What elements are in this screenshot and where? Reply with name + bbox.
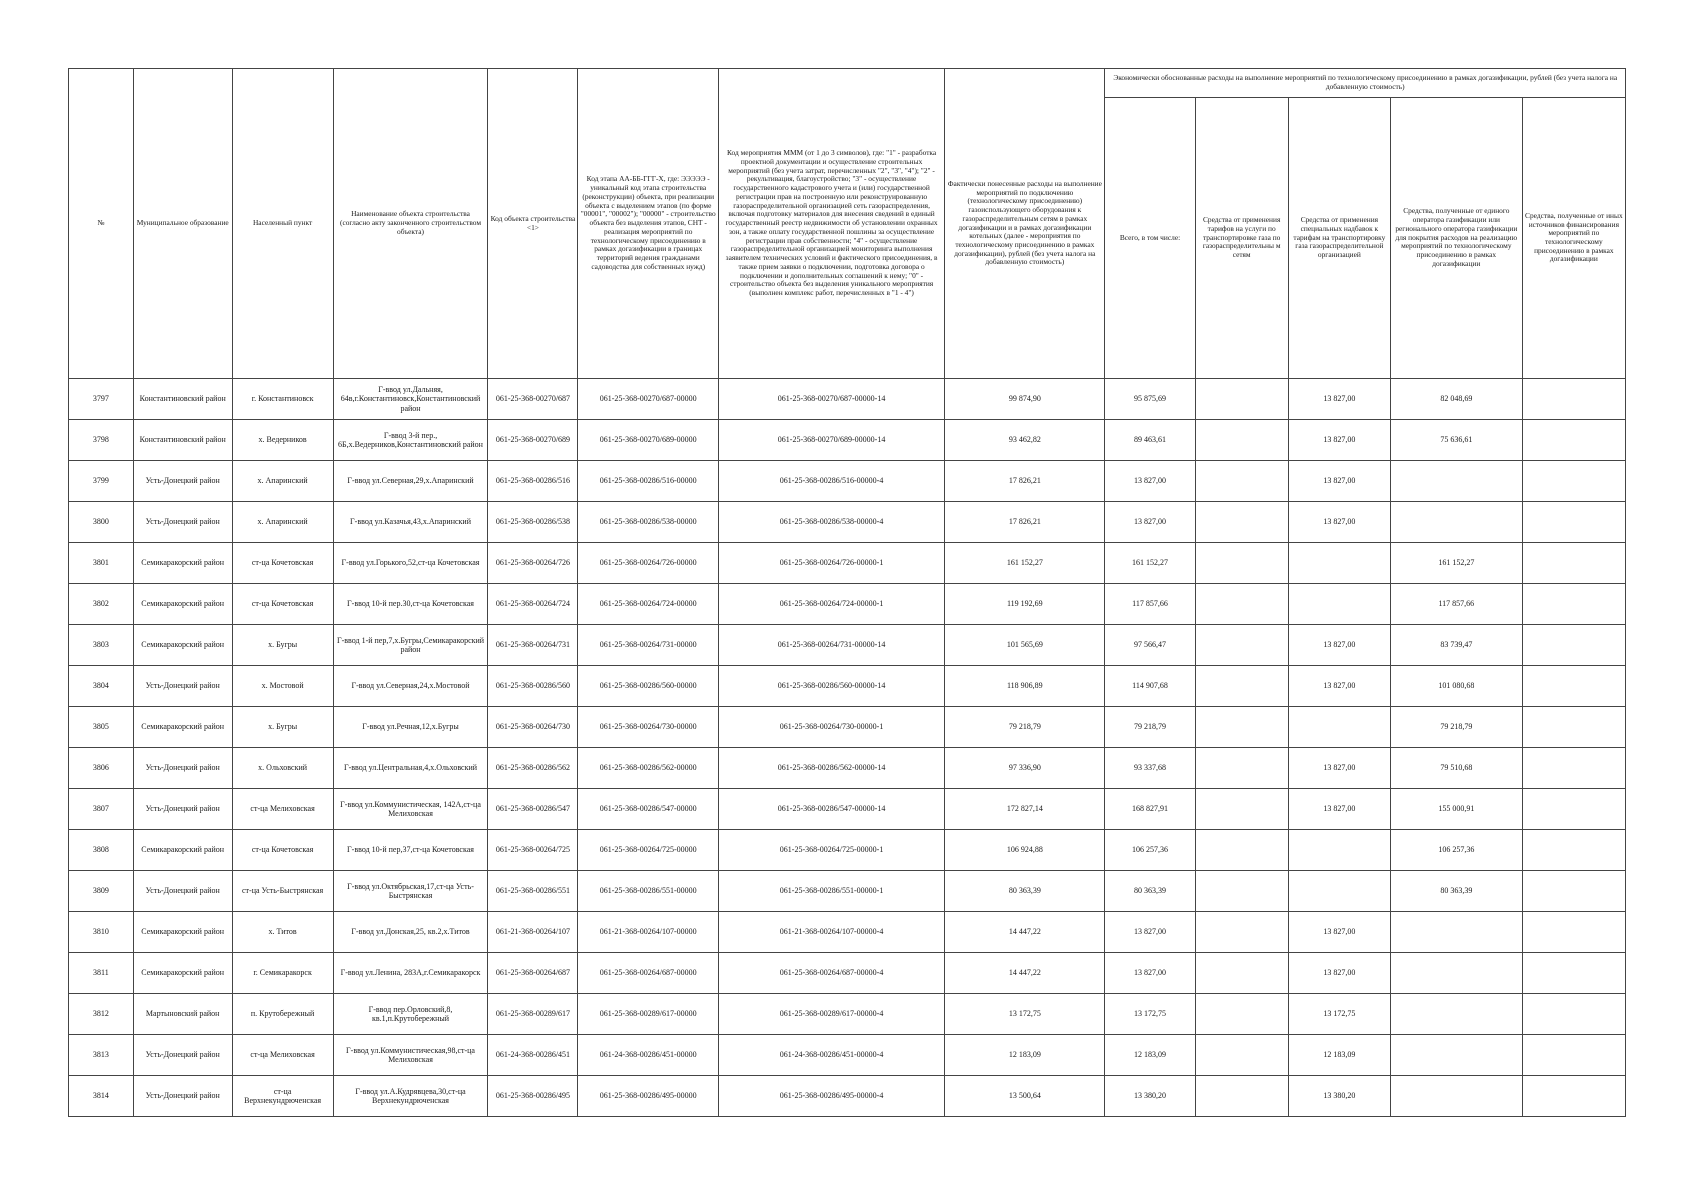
cell-operator-funds: 82 048,69 bbox=[1390, 379, 1522, 420]
cell-other-funds bbox=[1522, 461, 1625, 502]
table-row bbox=[69, 707, 1626, 748]
cell-actual-costs: 13 172,75 bbox=[945, 994, 1105, 1035]
cell-settlement: п. Крутобережный bbox=[232, 994, 333, 1035]
cell-operator-funds: 106 257,36 bbox=[1390, 830, 1522, 871]
cell-event-code: 061-24-368-00286/451-00000-4 bbox=[718, 1035, 944, 1076]
cell-operator-funds bbox=[1390, 912, 1522, 953]
table-row bbox=[69, 502, 1626, 543]
cell-object-code: 061-25-368-00264/731 bbox=[488, 625, 578, 666]
cell-object-code: 061-25-368-00264/725 bbox=[488, 830, 578, 871]
table-row bbox=[69, 1035, 1626, 1076]
cell-stage-code: 061-25-368-00286/560-00000 bbox=[578, 666, 719, 707]
cell-municipality: Усть-Донецкий район bbox=[133, 871, 232, 912]
cell-object-code: 061-25-368-00286/495 bbox=[488, 1076, 578, 1117]
header-tariff-funds: Средства от применения тарифов на услуги по транспортировке газа по газораспределительны м сетям bbox=[1195, 98, 1288, 379]
cell-total: 89 463,61 bbox=[1105, 420, 1195, 461]
cell-other-funds bbox=[1522, 625, 1625, 666]
cell-event-code: 061-25-368-00264/726-00000-1 bbox=[718, 543, 944, 584]
cell-num: 3813 bbox=[69, 1035, 134, 1076]
header-surcharge-funds: Средства от применения специальных надбавок к тарифам на транспортировку газа газораспределительной организацией bbox=[1288, 98, 1390, 379]
table-row bbox=[69, 461, 1626, 502]
cell-stage-code: 061-25-368-00286/547-00000 bbox=[578, 789, 719, 830]
cell-tariff-funds bbox=[1195, 1076, 1288, 1117]
cell-num: 3797 bbox=[69, 379, 134, 420]
cell-surcharge-funds bbox=[1288, 707, 1390, 748]
cell-municipality: Усть-Донецкий район bbox=[133, 1035, 232, 1076]
cell-surcharge-funds: 13 827,00 bbox=[1288, 461, 1390, 502]
cell-stage-code: 061-25-368-00264/730-00000 bbox=[578, 707, 719, 748]
cell-stage-code: 061-25-368-00286/562-00000 bbox=[578, 748, 719, 789]
cell-event-code: 061-25-368-00264/730-00000-1 bbox=[718, 707, 944, 748]
cell-other-funds bbox=[1522, 420, 1625, 461]
cell-settlement: х. Апаринский bbox=[232, 461, 333, 502]
cell-operator-funds bbox=[1390, 953, 1522, 994]
cell-stage-code: 061-25-368-00264/726-00000 bbox=[578, 543, 719, 584]
cell-stage-code: 061-25-368-00270/689-00000 bbox=[578, 420, 719, 461]
table-row bbox=[69, 871, 1626, 912]
cell-settlement: х. Бугры bbox=[232, 625, 333, 666]
cell-settlement: х. Ольховский bbox=[232, 748, 333, 789]
cell-event-code: 061-25-368-00264/687-00000-4 bbox=[718, 953, 944, 994]
cell-num: 3805 bbox=[69, 707, 134, 748]
cell-tariff-funds bbox=[1195, 707, 1288, 748]
cell-municipality: Семикаракорский район bbox=[133, 543, 232, 584]
cell-event-code: 061-25-368-00286/562-00000-14 bbox=[718, 748, 944, 789]
cell-event-code: 061-21-368-00264/107-00000-4 bbox=[718, 912, 944, 953]
cell-object-name: Г-ввод ул.Речная,12,х.Бугры bbox=[333, 707, 488, 748]
cell-municipality: Семикаракорский район bbox=[133, 953, 232, 994]
cell-object-name: Г-ввод 10-й пер.30,ст-ца Кочетовская bbox=[333, 584, 488, 625]
cell-object-name: Г-ввод ул.Северная,29,х.Апаринский bbox=[333, 461, 488, 502]
cell-total: 13 827,00 bbox=[1105, 461, 1195, 502]
cell-surcharge-funds: 13 827,00 bbox=[1288, 420, 1390, 461]
cell-other-funds bbox=[1522, 707, 1625, 748]
cell-municipality: Усть-Донецкий район bbox=[133, 748, 232, 789]
cell-settlement: х. Титов bbox=[232, 912, 333, 953]
cell-tariff-funds bbox=[1195, 748, 1288, 789]
cell-object-name: Г-ввод ул.Октябрьская,17,ст-ца Усть-Быстрянская bbox=[333, 871, 488, 912]
cell-num: 3801 bbox=[69, 543, 134, 584]
cell-actual-costs: 14 447,22 bbox=[945, 912, 1105, 953]
cell-object-name: Г-ввод ул.Центральная,4,х.Ольховский bbox=[333, 748, 488, 789]
cell-object-name: Г-ввод ул.Казачья,43,х.Апаринский bbox=[333, 502, 488, 543]
cell-stage-code: 061-21-368-00264/107-00000 bbox=[578, 912, 719, 953]
cell-municipality: Усть-Донецкий район bbox=[133, 789, 232, 830]
cell-total: 13 827,00 bbox=[1105, 502, 1195, 543]
cell-settlement: г. Константиновск bbox=[232, 379, 333, 420]
cell-operator-funds bbox=[1390, 461, 1522, 502]
cell-settlement: х. Ведерников bbox=[232, 420, 333, 461]
cell-actual-costs: 161 152,27 bbox=[945, 543, 1105, 584]
cell-total: 97 566,47 bbox=[1105, 625, 1195, 666]
cell-object-code: 061-25-368-00289/617 bbox=[488, 994, 578, 1035]
cell-actual-costs: 17 826,21 bbox=[945, 502, 1105, 543]
cell-tariff-funds bbox=[1195, 379, 1288, 420]
cell-object-code: 061-24-368-00286/451 bbox=[488, 1035, 578, 1076]
cell-tariff-funds bbox=[1195, 1035, 1288, 1076]
cell-actual-costs: 93 462,82 bbox=[945, 420, 1105, 461]
cell-municipality: Усть-Донецкий район bbox=[133, 502, 232, 543]
table-row bbox=[69, 666, 1626, 707]
cell-actual-costs: 17 826,21 bbox=[945, 461, 1105, 502]
cell-tariff-funds bbox=[1195, 502, 1288, 543]
cell-operator-funds: 161 152,27 bbox=[1390, 543, 1522, 584]
cell-actual-costs: 79 218,79 bbox=[945, 707, 1105, 748]
cell-surcharge-funds: 13 827,00 bbox=[1288, 953, 1390, 994]
cell-actual-costs: 12 183,09 bbox=[945, 1035, 1105, 1076]
cell-total: 12 183,09 bbox=[1105, 1035, 1195, 1076]
cell-object-code: 061-25-368-00270/689 bbox=[488, 420, 578, 461]
cell-actual-costs: 172 827,14 bbox=[945, 789, 1105, 830]
cell-total: 80 363,39 bbox=[1105, 871, 1195, 912]
cell-tariff-funds bbox=[1195, 994, 1288, 1035]
cell-operator-funds bbox=[1390, 502, 1522, 543]
table-row bbox=[69, 994, 1626, 1035]
cell-object-code: 061-25-368-00264/726 bbox=[488, 543, 578, 584]
cell-municipality: Усть-Донецкий район bbox=[133, 666, 232, 707]
cell-stage-code: 061-25-368-00289/617-00000 bbox=[578, 994, 719, 1035]
cell-object-code: 061-25-368-00286/562 bbox=[488, 748, 578, 789]
header-settlement: Населенный пункт bbox=[232, 69, 333, 379]
cell-event-code: 061-25-368-00286/560-00000-14 bbox=[718, 666, 944, 707]
cell-event-code: 061-25-368-00270/689-00000-14 bbox=[718, 420, 944, 461]
cell-stage-code: 061-25-368-00286/538-00000 bbox=[578, 502, 719, 543]
cell-total: 13 827,00 bbox=[1105, 953, 1195, 994]
data-table bbox=[68, 68, 1626, 1117]
table-row bbox=[69, 830, 1626, 871]
cell-stage-code: 061-25-368-00286/551-00000 bbox=[578, 871, 719, 912]
cell-operator-funds: 75 636,61 bbox=[1390, 420, 1522, 461]
cell-object-name: Г-ввод ул.Дальняя, 64в,г.Константиновск,Константиновский район bbox=[333, 379, 488, 420]
cell-total: 114 907,68 bbox=[1105, 666, 1195, 707]
cell-total: 13 172,75 bbox=[1105, 994, 1195, 1035]
cell-num: 3811 bbox=[69, 953, 134, 994]
cell-municipality: Семикаракорский район bbox=[133, 625, 232, 666]
cell-surcharge-funds: 13 827,00 bbox=[1288, 748, 1390, 789]
table-row bbox=[69, 1076, 1626, 1117]
cell-other-funds bbox=[1522, 789, 1625, 830]
cell-other-funds bbox=[1522, 584, 1625, 625]
cell-event-code: 061-25-368-00264/725-00000-1 bbox=[718, 830, 944, 871]
header-object-name: Наименование объекта строительства (согласно акту законченного строительством объекта) bbox=[333, 69, 488, 379]
cell-surcharge-funds: 13 380,20 bbox=[1288, 1076, 1390, 1117]
cell-settlement: ст-ца Кочетовская bbox=[232, 830, 333, 871]
cell-event-code: 061-25-368-00264/724-00000-1 bbox=[718, 584, 944, 625]
table-row bbox=[69, 543, 1626, 584]
cell-object-code: 061-25-368-00286/547 bbox=[488, 789, 578, 830]
cell-other-funds bbox=[1522, 830, 1625, 871]
cell-object-name: Г-ввод ул.Коммунистическая, 142А,ст-ца Мелиховская bbox=[333, 789, 488, 830]
cell-object-code: 061-25-368-00270/687 bbox=[488, 379, 578, 420]
cell-event-code: 061-25-368-00286/547-00000-14 bbox=[718, 789, 944, 830]
header-stage-code: Код этапа АА-ББ-ГГГ-Х, где: ЭЭЭЭЭ - уникальный код этапа строительства (реконструкции) объекта, при реализации объекта с выделением этапов (по форме "00001", "00002"); "00000" - строительство объекта без выделения этапов, СНТ - реализация мероприятий по технологическому присоединению в рамках догазификации в границах территорий ведения гражданами садоводства для собственных нужд) bbox=[578, 69, 719, 379]
cell-municipality: Усть-Донецкий район bbox=[133, 1076, 232, 1117]
cell-total: 161 152,27 bbox=[1105, 543, 1195, 584]
table-row bbox=[69, 789, 1626, 830]
cell-other-funds bbox=[1522, 912, 1625, 953]
cell-tariff-funds bbox=[1195, 830, 1288, 871]
cell-tariff-funds bbox=[1195, 871, 1288, 912]
table-row bbox=[69, 748, 1626, 789]
cell-settlement: ст-ца Верхнекундрюченская bbox=[232, 1076, 333, 1117]
cell-operator-funds: 80 363,39 bbox=[1390, 871, 1522, 912]
table-header bbox=[69, 69, 1626, 379]
cell-event-code: 061-25-368-00264/731-00000-14 bbox=[718, 625, 944, 666]
cell-actual-costs: 97 336,90 bbox=[945, 748, 1105, 789]
cell-total: 79 218,79 bbox=[1105, 707, 1195, 748]
cell-num: 3808 bbox=[69, 830, 134, 871]
cell-surcharge-funds: 13 172,75 bbox=[1288, 994, 1390, 1035]
cell-municipality: Семикаракорский район bbox=[133, 830, 232, 871]
cell-num: 3814 bbox=[69, 1076, 134, 1117]
cell-operator-funds: 83 739,47 bbox=[1390, 625, 1522, 666]
cell-object-name: Г-ввод ул.А.Кудрявцева,30,ст-ца Верхнекундрюченская bbox=[333, 1076, 488, 1117]
cell-tariff-funds bbox=[1195, 912, 1288, 953]
table-body bbox=[69, 379, 1626, 1117]
cell-stage-code: 061-25-368-00270/687-00000 bbox=[578, 379, 719, 420]
cell-total: 13 827,00 bbox=[1105, 912, 1195, 953]
cell-tariff-funds bbox=[1195, 461, 1288, 502]
cell-total: 13 380,20 bbox=[1105, 1076, 1195, 1117]
cell-operator-funds: 79 510,68 bbox=[1390, 748, 1522, 789]
header-municipality: Муниципальное образование bbox=[133, 69, 232, 379]
cell-actual-costs: 80 363,39 bbox=[945, 871, 1105, 912]
cell-municipality: Семикаракорский район bbox=[133, 707, 232, 748]
cell-tariff-funds bbox=[1195, 666, 1288, 707]
cell-other-funds bbox=[1522, 953, 1625, 994]
cell-num: 3807 bbox=[69, 789, 134, 830]
cell-num: 3802 bbox=[69, 584, 134, 625]
cell-object-code: 061-25-368-00286/551 bbox=[488, 871, 578, 912]
cell-stage-code: 061-25-368-00286/495-00000 bbox=[578, 1076, 719, 1117]
header-event-code: Код мероприятия МММ (от 1 до 3 символов), где: "1" - разработка проектной документации и осуществление строительных мероприятий (без учета затрат, перечисленных "2", "3", "4"); "2" - рекультивация, благоустройство; "3" - осуществление государственного кадастрового учета и (или) государственной регистрации прав на построенную или реконструированную газораспределительной организацией сеть газораспределения, включая подготовку материалов для внесения сведений в единый государственный реестр недвижимости об установлении охранных зон, а также оплату государственной пошлины за осуществление регистрации прав собственности; "4" - осуществление газораспределительной организацией мониторинга выполнения заявителем технических условий и фактического присоединения, в также прием заявки о подключении, подготовка договора о подключении и дополнительных соглашений к нему; "0" - строительство объекта без выделения уникального мероприятия (выполнен комплекс работ, перечисленных в "1 - 4") bbox=[718, 69, 944, 379]
cell-operator-funds bbox=[1390, 1035, 1522, 1076]
cell-num: 3812 bbox=[69, 994, 134, 1035]
cell-event-code: 061-25-368-00286/551-00000-1 bbox=[718, 871, 944, 912]
cell-object-name: Г-ввод ул.Коммунистическая,98,ст-ца Мелиховская bbox=[333, 1035, 488, 1076]
cell-object-name: Г-ввод ул.Донская,25, кв.2,х.Титов bbox=[333, 912, 488, 953]
cell-municipality: Константиновский район bbox=[133, 379, 232, 420]
table-row bbox=[69, 420, 1626, 461]
cell-object-name: Г-ввод ул.Северная,24,х.Мостовой bbox=[333, 666, 488, 707]
cell-settlement: х. Апаринский bbox=[232, 502, 333, 543]
cell-event-code: 061-25-368-00289/617-00000-4 bbox=[718, 994, 944, 1035]
cell-actual-costs: 119 192,69 bbox=[945, 584, 1105, 625]
cell-operator-funds bbox=[1390, 994, 1522, 1035]
cell-object-name: Г-ввод 3-й пер., 6Б,х.Ведерников,Константиновский район bbox=[333, 420, 488, 461]
cell-actual-costs: 118 906,89 bbox=[945, 666, 1105, 707]
cell-stage-code: 061-24-368-00286/451-00000 bbox=[578, 1035, 719, 1076]
cell-actual-costs: 13 500,64 bbox=[945, 1076, 1105, 1117]
cell-tariff-funds bbox=[1195, 543, 1288, 584]
cell-operator-funds: 101 080,68 bbox=[1390, 666, 1522, 707]
cell-municipality: Усть-Донецкий район bbox=[133, 461, 232, 502]
header-object-code: Код объекта строительства <1> bbox=[488, 69, 578, 379]
cell-tariff-funds bbox=[1195, 420, 1288, 461]
cell-surcharge-funds: 13 827,00 bbox=[1288, 666, 1390, 707]
cell-other-funds bbox=[1522, 748, 1625, 789]
cell-other-funds bbox=[1522, 502, 1625, 543]
cell-surcharge-funds bbox=[1288, 871, 1390, 912]
cell-stage-code: 061-25-368-00264/724-00000 bbox=[578, 584, 719, 625]
cell-actual-costs: 14 447,22 bbox=[945, 953, 1105, 994]
cell-stage-code: 061-25-368-00264/687-00000 bbox=[578, 953, 719, 994]
header-total: Всего, в том числе: bbox=[1105, 98, 1195, 379]
cell-object-name: Г-ввод 1-й пер,7,х.Бугры,Семикаракорский район bbox=[333, 625, 488, 666]
cell-other-funds bbox=[1522, 666, 1625, 707]
cell-operator-funds: 117 857,66 bbox=[1390, 584, 1522, 625]
cell-object-code: 061-25-368-00264/687 bbox=[488, 953, 578, 994]
cell-total: 106 257,36 bbox=[1105, 830, 1195, 871]
cell-other-funds bbox=[1522, 379, 1625, 420]
cell-object-code: 061-21-368-00264/107 bbox=[488, 912, 578, 953]
table-row bbox=[69, 912, 1626, 953]
cell-num: 3806 bbox=[69, 748, 134, 789]
cell-event-code: 061-25-368-00286/495-00000-4 bbox=[718, 1076, 944, 1117]
cell-municipality: Семикаракорский район bbox=[133, 912, 232, 953]
cell-surcharge-funds bbox=[1288, 584, 1390, 625]
cell-total: 95 875,69 bbox=[1105, 379, 1195, 420]
cell-operator-funds: 155 000,91 bbox=[1390, 789, 1522, 830]
cell-stage-code: 061-25-368-00264/725-00000 bbox=[578, 830, 719, 871]
cell-object-code: 061-25-368-00264/730 bbox=[488, 707, 578, 748]
cell-object-code: 061-25-368-00286/560 bbox=[488, 666, 578, 707]
cell-tariff-funds bbox=[1195, 584, 1288, 625]
header-group-economic-costs: Экономически обоснованные расходы на выполнение мероприятий по технологическому присоединению в рамках догазификации, рублей (без учета налога на добавленную стоимость) bbox=[1105, 69, 1626, 98]
cell-num: 3798 bbox=[69, 420, 134, 461]
cell-surcharge-funds: 13 827,00 bbox=[1288, 625, 1390, 666]
cell-other-funds bbox=[1522, 543, 1625, 584]
cell-tariff-funds bbox=[1195, 789, 1288, 830]
cell-settlement: ст-ца Усть-Быстрянская bbox=[232, 871, 333, 912]
cell-surcharge-funds: 13 827,00 bbox=[1288, 502, 1390, 543]
cell-object-name: Г-ввод пер.Орловский,8, кв.1,п.Крутобережный bbox=[333, 994, 488, 1035]
cell-surcharge-funds bbox=[1288, 543, 1390, 584]
cell-event-code: 061-25-368-00286/538-00000-4 bbox=[718, 502, 944, 543]
cell-stage-code: 061-25-368-00286/516-00000 bbox=[578, 461, 719, 502]
cell-object-name: Г-ввод ул.Горького,52,ст-ца Кочетовская bbox=[333, 543, 488, 584]
cell-other-funds bbox=[1522, 1035, 1625, 1076]
table-row bbox=[69, 379, 1626, 420]
cell-municipality: Константиновский район bbox=[133, 420, 232, 461]
cell-municipality: Семикаракорский район bbox=[133, 584, 232, 625]
table-row bbox=[69, 953, 1626, 994]
header-other-funds: Средства, полученные от иных источников финансирования мероприятий по технологическому присоединению в рамках догазификации bbox=[1522, 98, 1625, 379]
cell-settlement: ст-ца Кочетовская bbox=[232, 584, 333, 625]
cell-object-code: 061-25-368-00286/538 bbox=[488, 502, 578, 543]
cell-tariff-funds bbox=[1195, 625, 1288, 666]
cell-num: 3799 bbox=[69, 461, 134, 502]
table-row bbox=[69, 625, 1626, 666]
cell-num: 3800 bbox=[69, 502, 134, 543]
cell-settlement: х. Бугры bbox=[232, 707, 333, 748]
cell-tariff-funds bbox=[1195, 953, 1288, 994]
cell-other-funds bbox=[1522, 994, 1625, 1035]
cell-event-code: 061-25-368-00286/516-00000-4 bbox=[718, 461, 944, 502]
cell-object-code: 061-25-368-00264/724 bbox=[488, 584, 578, 625]
cell-surcharge-funds bbox=[1288, 830, 1390, 871]
cell-settlement: х. Мостовой bbox=[232, 666, 333, 707]
cell-other-funds bbox=[1522, 1076, 1625, 1117]
cell-municipality: Мартыновский район bbox=[133, 994, 232, 1035]
cell-total: 168 827,91 bbox=[1105, 789, 1195, 830]
table-row bbox=[69, 584, 1626, 625]
cell-settlement: ст-ца Мелиховская bbox=[232, 1035, 333, 1076]
cell-total: 93 337,68 bbox=[1105, 748, 1195, 789]
cell-object-code: 061-25-368-00286/516 bbox=[488, 461, 578, 502]
cell-object-name: Г-ввод 10-й пер,37,ст-ца Кочетовская bbox=[333, 830, 488, 871]
cell-num: 3804 bbox=[69, 666, 134, 707]
cell-actual-costs: 106 924,88 bbox=[945, 830, 1105, 871]
cell-event-code: 061-25-368-00270/687-00000-14 bbox=[718, 379, 944, 420]
cell-settlement: ст-ца Кочетовская bbox=[232, 543, 333, 584]
cell-num: 3810 bbox=[69, 912, 134, 953]
cell-settlement: ст-ца Мелиховская bbox=[232, 789, 333, 830]
header-actual-costs: Фактически понесенные расходы на выполнение мероприятий по подключению (технологическому присоединению) газоиспользующего оборудования к газораспределительным сетям в рамках догазификации и в рамках догазификации котельных (далее - мероприятия по технологическому присоединению в рамках догазификации), рублей (без учета налога на добавленную стоимость) bbox=[945, 69, 1105, 379]
cell-stage-code: 061-25-368-00264/731-00000 bbox=[578, 625, 719, 666]
cell-actual-costs: 101 565,69 bbox=[945, 625, 1105, 666]
cell-other-funds bbox=[1522, 871, 1625, 912]
cell-surcharge-funds: 13 827,00 bbox=[1288, 789, 1390, 830]
cell-actual-costs: 99 874,90 bbox=[945, 379, 1105, 420]
cell-surcharge-funds: 13 827,00 bbox=[1288, 912, 1390, 953]
cell-num: 3803 bbox=[69, 625, 134, 666]
cell-surcharge-funds: 12 183,09 bbox=[1288, 1035, 1390, 1076]
cell-object-name: Г-ввод ул.Ленина, 283А,г.Семикаракорск bbox=[333, 953, 488, 994]
header-num: № bbox=[69, 69, 134, 379]
header-operator-funds: Средства, полученные от единого оператора газификации или регионального оператора газификации для покрытия расходов на реализацию мероприятий по технологическому присоединению в рамках догазификации bbox=[1390, 98, 1522, 379]
cell-total: 117 857,66 bbox=[1105, 584, 1195, 625]
cell-num: 3809 bbox=[69, 871, 134, 912]
cell-operator-funds: 79 218,79 bbox=[1390, 707, 1522, 748]
cell-settlement: г. Семикаракорск bbox=[232, 953, 333, 994]
cell-surcharge-funds: 13 827,00 bbox=[1288, 379, 1390, 420]
cell-operator-funds bbox=[1390, 1076, 1522, 1117]
